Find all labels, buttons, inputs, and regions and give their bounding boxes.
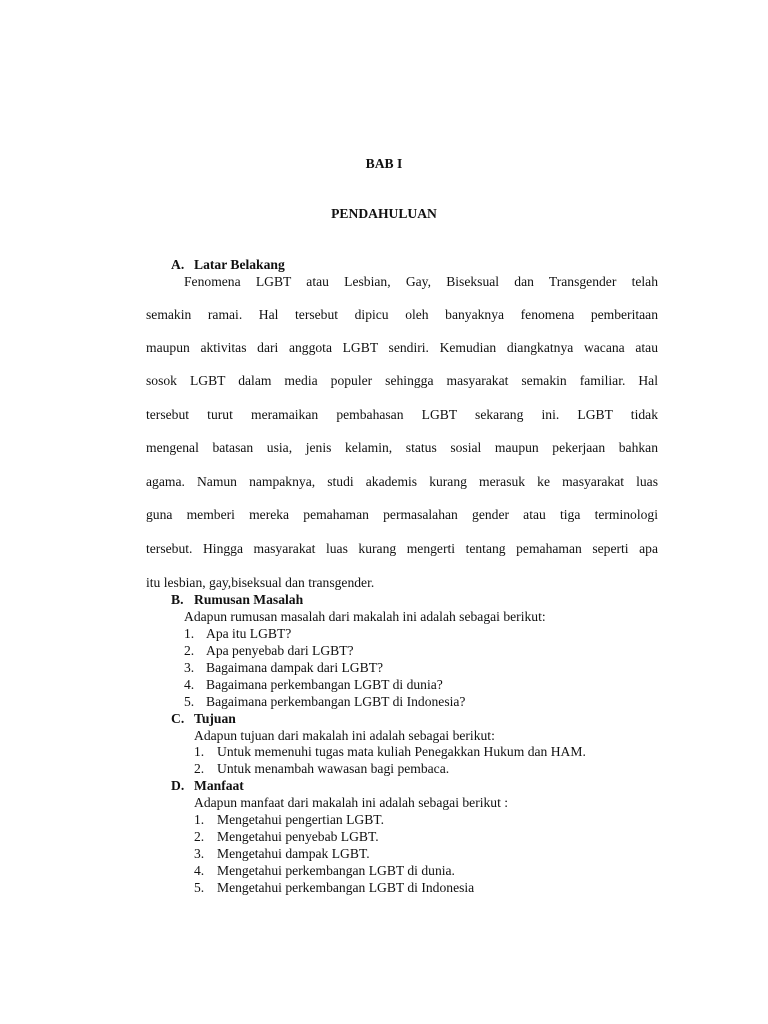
paragraph-line: sosok LGBT dalam media populer sehingga masyarakat semakin familiar. Hal [146,373,658,388]
list-item-text: Apa penyebab dari LGBT? [206,643,354,658]
list-item-number: 2. [194,829,205,844]
list-item-text: Mengetahui perkembangan LGBT di Indonesia [217,880,475,895]
list-item-number: 4. [194,863,205,878]
section-d-intro: Adapun manfaat dari makalah ini adalah sebagai berikut : [194,795,509,810]
list-item-text: Mengetahui dampak LGBT. [217,846,370,861]
list-item-text: Bagaimana perkembangan LGBT di Indonesia? [206,694,466,709]
list-item-text: Mengetahui perkembangan LGBT di dunia. [217,863,455,878]
section-a-title: Latar Belakang [194,257,285,272]
list-item-number: 5. [184,694,195,709]
list-item-number: 3. [194,846,205,861]
list-item-number: 2. [194,761,205,776]
section-d-label: D. [171,778,185,793]
section-c-label: C. [171,711,185,726]
list-item-text: Mengetahui pengertian LGBT. [217,812,384,827]
section-b-intro: Adapun rumusan masalah dari makalah ini adalah sebagai berikut: [184,609,546,624]
paragraph-line: agama. Namun nampaknya, studi akademis kurang merasuk ke masyarakat luas [146,474,658,489]
paragraph-line: mengenal batasan usia, jenis kelamin, status sosial maupun pekerjaan bahkan [146,440,658,455]
paragraph-line: guna memberi mereka pemahaman permasalahan gender atau tiga terminologi [146,507,658,522]
section-c-title: Tujuan [194,711,236,726]
paragraph-line: maupun aktivitas dari anggota LGBT sendiri. Kemudian diangkatnya wacana atau [146,340,658,355]
list-item-number: 3. [184,660,195,675]
list-item-number: 2. [184,643,195,658]
section-b-label: B. [171,592,184,607]
list-item-number: 5. [194,880,205,895]
chapter-number: BAB I [365,156,403,171]
list-item-number: 4. [184,677,195,692]
list-item-number: 1. [184,626,195,641]
paragraph-line: tersebut. Hingga masyarakat luas kurang mengerti tentang pemahaman seperti apa [146,541,658,556]
paragraph-line: semakin ramai. Hal tersebut dipicu oleh banyaknya fenomena pemberitaan [146,307,658,322]
list-item-text: Untuk memenuhi tugas mata kuliah Penegakkan Hukum dan HAM. [217,744,586,759]
list-item-number: 1. [194,812,205,827]
section-b-title: Rumusan Masalah [194,592,304,607]
list-item-text: Bagaimana perkembangan LGBT di dunia? [206,677,443,692]
section-a-label: A. [171,257,185,272]
list-item-text: Mengetahui penyebab LGBT. [217,829,379,844]
list-item-text: Apa itu LGBT? [206,626,292,641]
section-c-intro: Adapun tujuan dari makalah ini adalah sebagai berikut: [194,728,495,743]
chapter-title: PENDAHULUAN [331,206,437,221]
paragraph-line: Fenomena LGBT atau Lesbian, Gay, Biseksual dan Transgender telah [184,274,658,289]
paragraph-line: tersebut turut meramaikan pembahasan LGBT sekarang ini. LGBT tidak [146,407,658,422]
list-item-number: 1. [194,744,205,759]
paragraph-line: itu lesbian, gay,biseksual dan transgender. [146,575,375,590]
section-d-title: Manfaat [194,778,244,793]
list-item-text: Bagaimana dampak dari LGBT? [206,660,384,675]
list-item-text: Untuk menambah wawasan bagi pembaca. [217,761,450,776]
